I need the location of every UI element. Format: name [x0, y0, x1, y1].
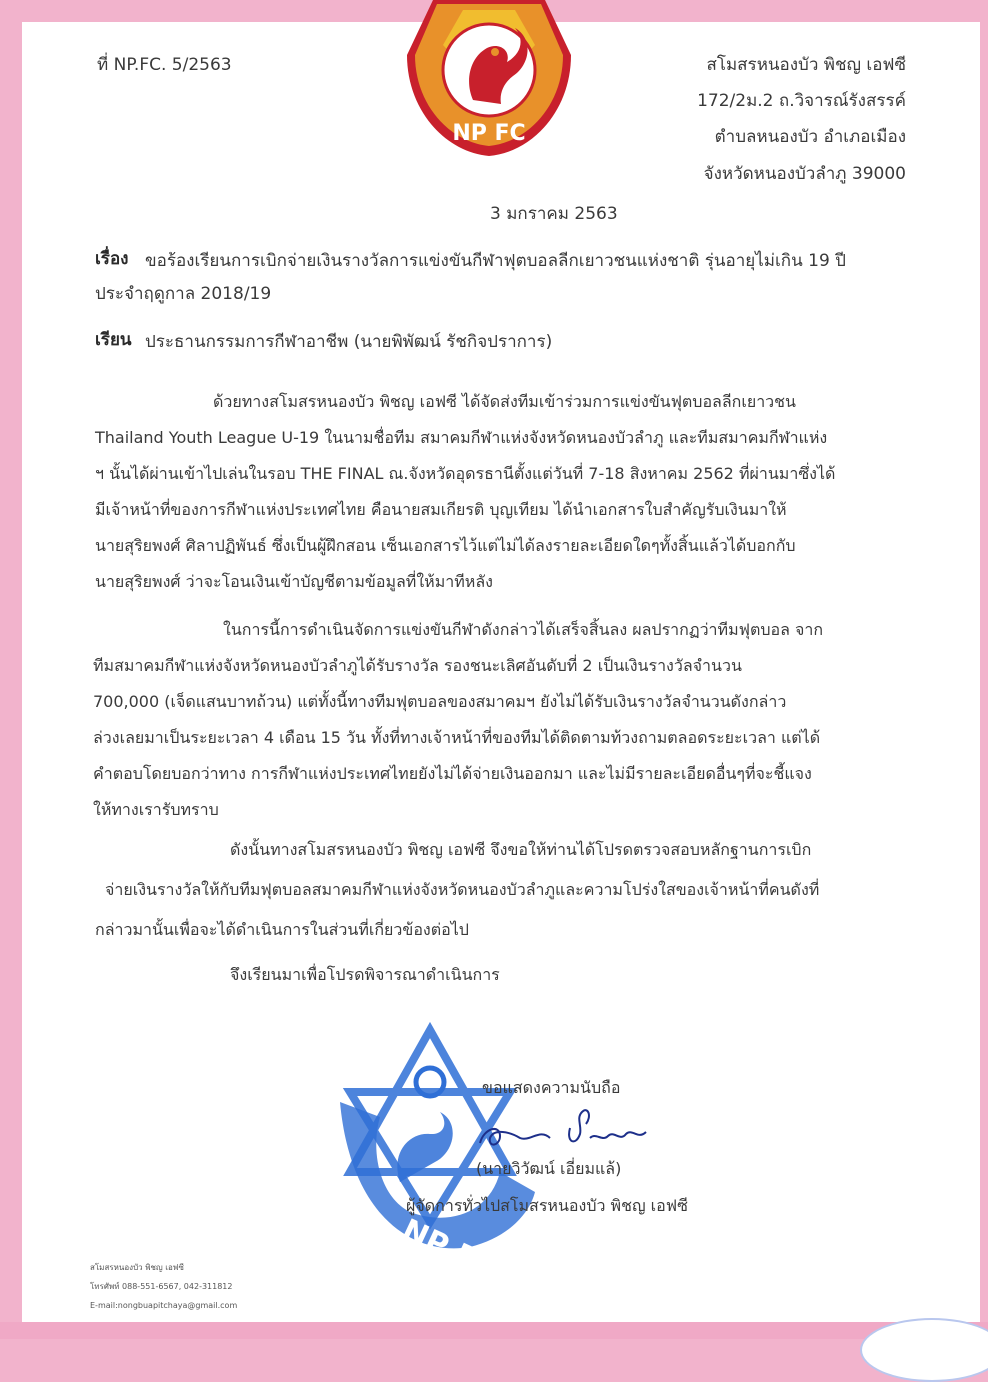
footer-phone: โทรศัพท์ 088-551-6567, 042-311812 — [90, 1282, 233, 1291]
p2-line: ให้ทางเรารับทราบ — [93, 800, 219, 819]
recipient-text: ประธานกรรมการกีฬาอาชีพ (นายพิพัฒน์ รัชกิจปราการ) — [145, 332, 553, 352]
address-line-4: จังหวัดหนองบัวลำภู 39000 — [703, 164, 906, 184]
footer-email: E-mail:nongbuapitchaya@gmail.com — [90, 1301, 238, 1310]
p2-line: ในการนี้การดำเนินจัดการแข่งขันกีฬาดังกล่าวได้เสร็จสิ้นลง ผลปรากฏว่าทีมฟุตบอล จาก — [223, 620, 824, 639]
p3-line: ดังนั้นทางสโมสรหนองบัว พิชญ เอฟซี จึงขอให้ท่านได้โปรดตรวจสอบหลักฐานการเบิก — [230, 840, 812, 859]
p2-line: ล่วงเลยมาเป็นระยะเวลา 4 เดือน 15 วัน ทั้งที่ทางเจ้าหน้าที่ของทีมได้ติดตามท้วงถามตลอดระยะเวลา แต่ได้ — [93, 728, 821, 747]
subject-line-2: ประจำฤดูกาล 2018/19 — [95, 284, 272, 304]
p1-line: ด้วยทางสโมสรหนองบัว พิชญ เอฟซี ได้จัดส่งทีมเข้าร่วมการแข่งขันฟุตบอลลีกเยาวชน — [213, 392, 796, 411]
reference-number: ที่ NP.FC. 5/2563 — [97, 55, 232, 75]
address-line-1: สโมสรหนองบัว พิชญ เอฟซี — [706, 55, 906, 75]
logo-initials: NP FC — [452, 121, 526, 146]
p2-line: ทีมสมาคมกีฬาแห่งจังหวัดหนองบัวลำภูได้รับรางวัล รองชนะเลิศอันดับที่ 2 เป็นเงินรางวัลจำนวน — [93, 656, 742, 675]
club-logo — [403, 0, 575, 160]
p1-line: ฯ นั้นได้ผ่านเข้าไปเล่นในรอบ THE FINAL ณ.จังหวัดอุดรธานีตั้งแต่วันที่ 7-18 สิงหาคม 2562 ที่ผ่านมาซึ่งได้ — [95, 464, 836, 483]
body-paragraph-1 — [95, 384, 835, 600]
bottom-border-band — [0, 1322, 988, 1339]
handwritten-signature — [470, 1098, 670, 1158]
signer-position: ผู้จัดการทั่วไปสโมสรหนองบัว พิชญ เอฟซี — [406, 1196, 688, 1215]
p3-line: จ่ายเงินรางวัลให้กับทีมฟุตบอลสมาคมกีฬาแห่งจังหวัดหนองบัวลำภูและความโปร่งใสของเจ้าหน้าที่คนดังที่ — [105, 880, 820, 899]
subject-label: เรื่อง — [95, 249, 129, 269]
letter-date: 3 มกราคม 2563 — [490, 204, 618, 224]
closing-request: จึงเรียนมาเพื่อโปรดพิจารณาดำเนินการ — [230, 965, 500, 984]
p1-line: นายสุริยพงศ์ ว่าจะโอนเงินเข้าบัญชีตามข้อมูลที่ให้มาทีหลัง — [95, 572, 493, 591]
body-paragraph-2 — [93, 612, 823, 828]
p1-line: นายสุริยพงศ์ ศิลาปฏิพันธ์ ซึ่งเป็นผู้ฝึกสอน เซ็นเอกสารไว้แต่ไม่ได้ลงรายละเอียดใดๆทั้งสิ้นแล้วได้บอกกับ — [95, 536, 796, 555]
address-line-2: 172/2ม.2 ถ.วิจารณ์รังสรรค์ — [697, 91, 906, 111]
p3-line: กล่าวมานั้นเพื่อจะได้ดำเนินการในส่วนที่เกี่ยวข้องต่อไป — [95, 920, 469, 939]
signer-name: (นายวิวัฒน์ เอี่ยมแล้) — [476, 1159, 622, 1178]
stamp-initials: NP FC — [396, 1212, 503, 1287]
recipient-label: เรียน — [95, 330, 132, 350]
p2-line: คำตอบโดยบอกว่าทาง การกีฬาแห่งประเทศไทยยังไม่ได้จ่ายเงินออกมา และไม่มีรายละเอียดอื่นๆที่จะชี้แจง — [93, 764, 812, 783]
footer-club-name: สโมสรหนองบัว พิชญ เอฟซี — [90, 1263, 184, 1272]
p1-line: มีเจ้าหน้าที่ของการกีฬาแห่งประเทศไทย คือนายสมเกียรติ บุญเทียม ได้นำเอกสารใบสำคัญรับเงินมาให้ — [95, 500, 787, 519]
p1-line: Thailand Youth League U-19 ในนามชื่อทีม สมาคมกีฬาแห่งจังหวัดหนองบัวลำภู และทีมสมาคมกีฬาแห่ง — [95, 428, 828, 447]
address-line-3: ตำบลหนองบัว อำเภอเมือง — [714, 127, 906, 147]
closing-salutation: ขอแสดงความนับถือ — [482, 1078, 621, 1097]
corner-decoration — [860, 1318, 988, 1382]
p2-line: 700,000 (เจ็ดแสนบาทถ้วน) แต่ทั้งนี้ทางทีมฟุตบอลของสมาคมฯ ยังไม่ได้รับเงินรางวัลจำนวนดังกล่าว — [93, 692, 787, 711]
subject-line-1: ขอร้องเรียนการเบิกจ่ายเงินรางวัลการแข่งขันกีฬาฟุตบอลลีกเยาวชนแห่งชาติ รุ่นอายุไม่เกิน 19 ปี — [145, 251, 846, 271]
body-paragraph-3 — [95, 830, 819, 950]
